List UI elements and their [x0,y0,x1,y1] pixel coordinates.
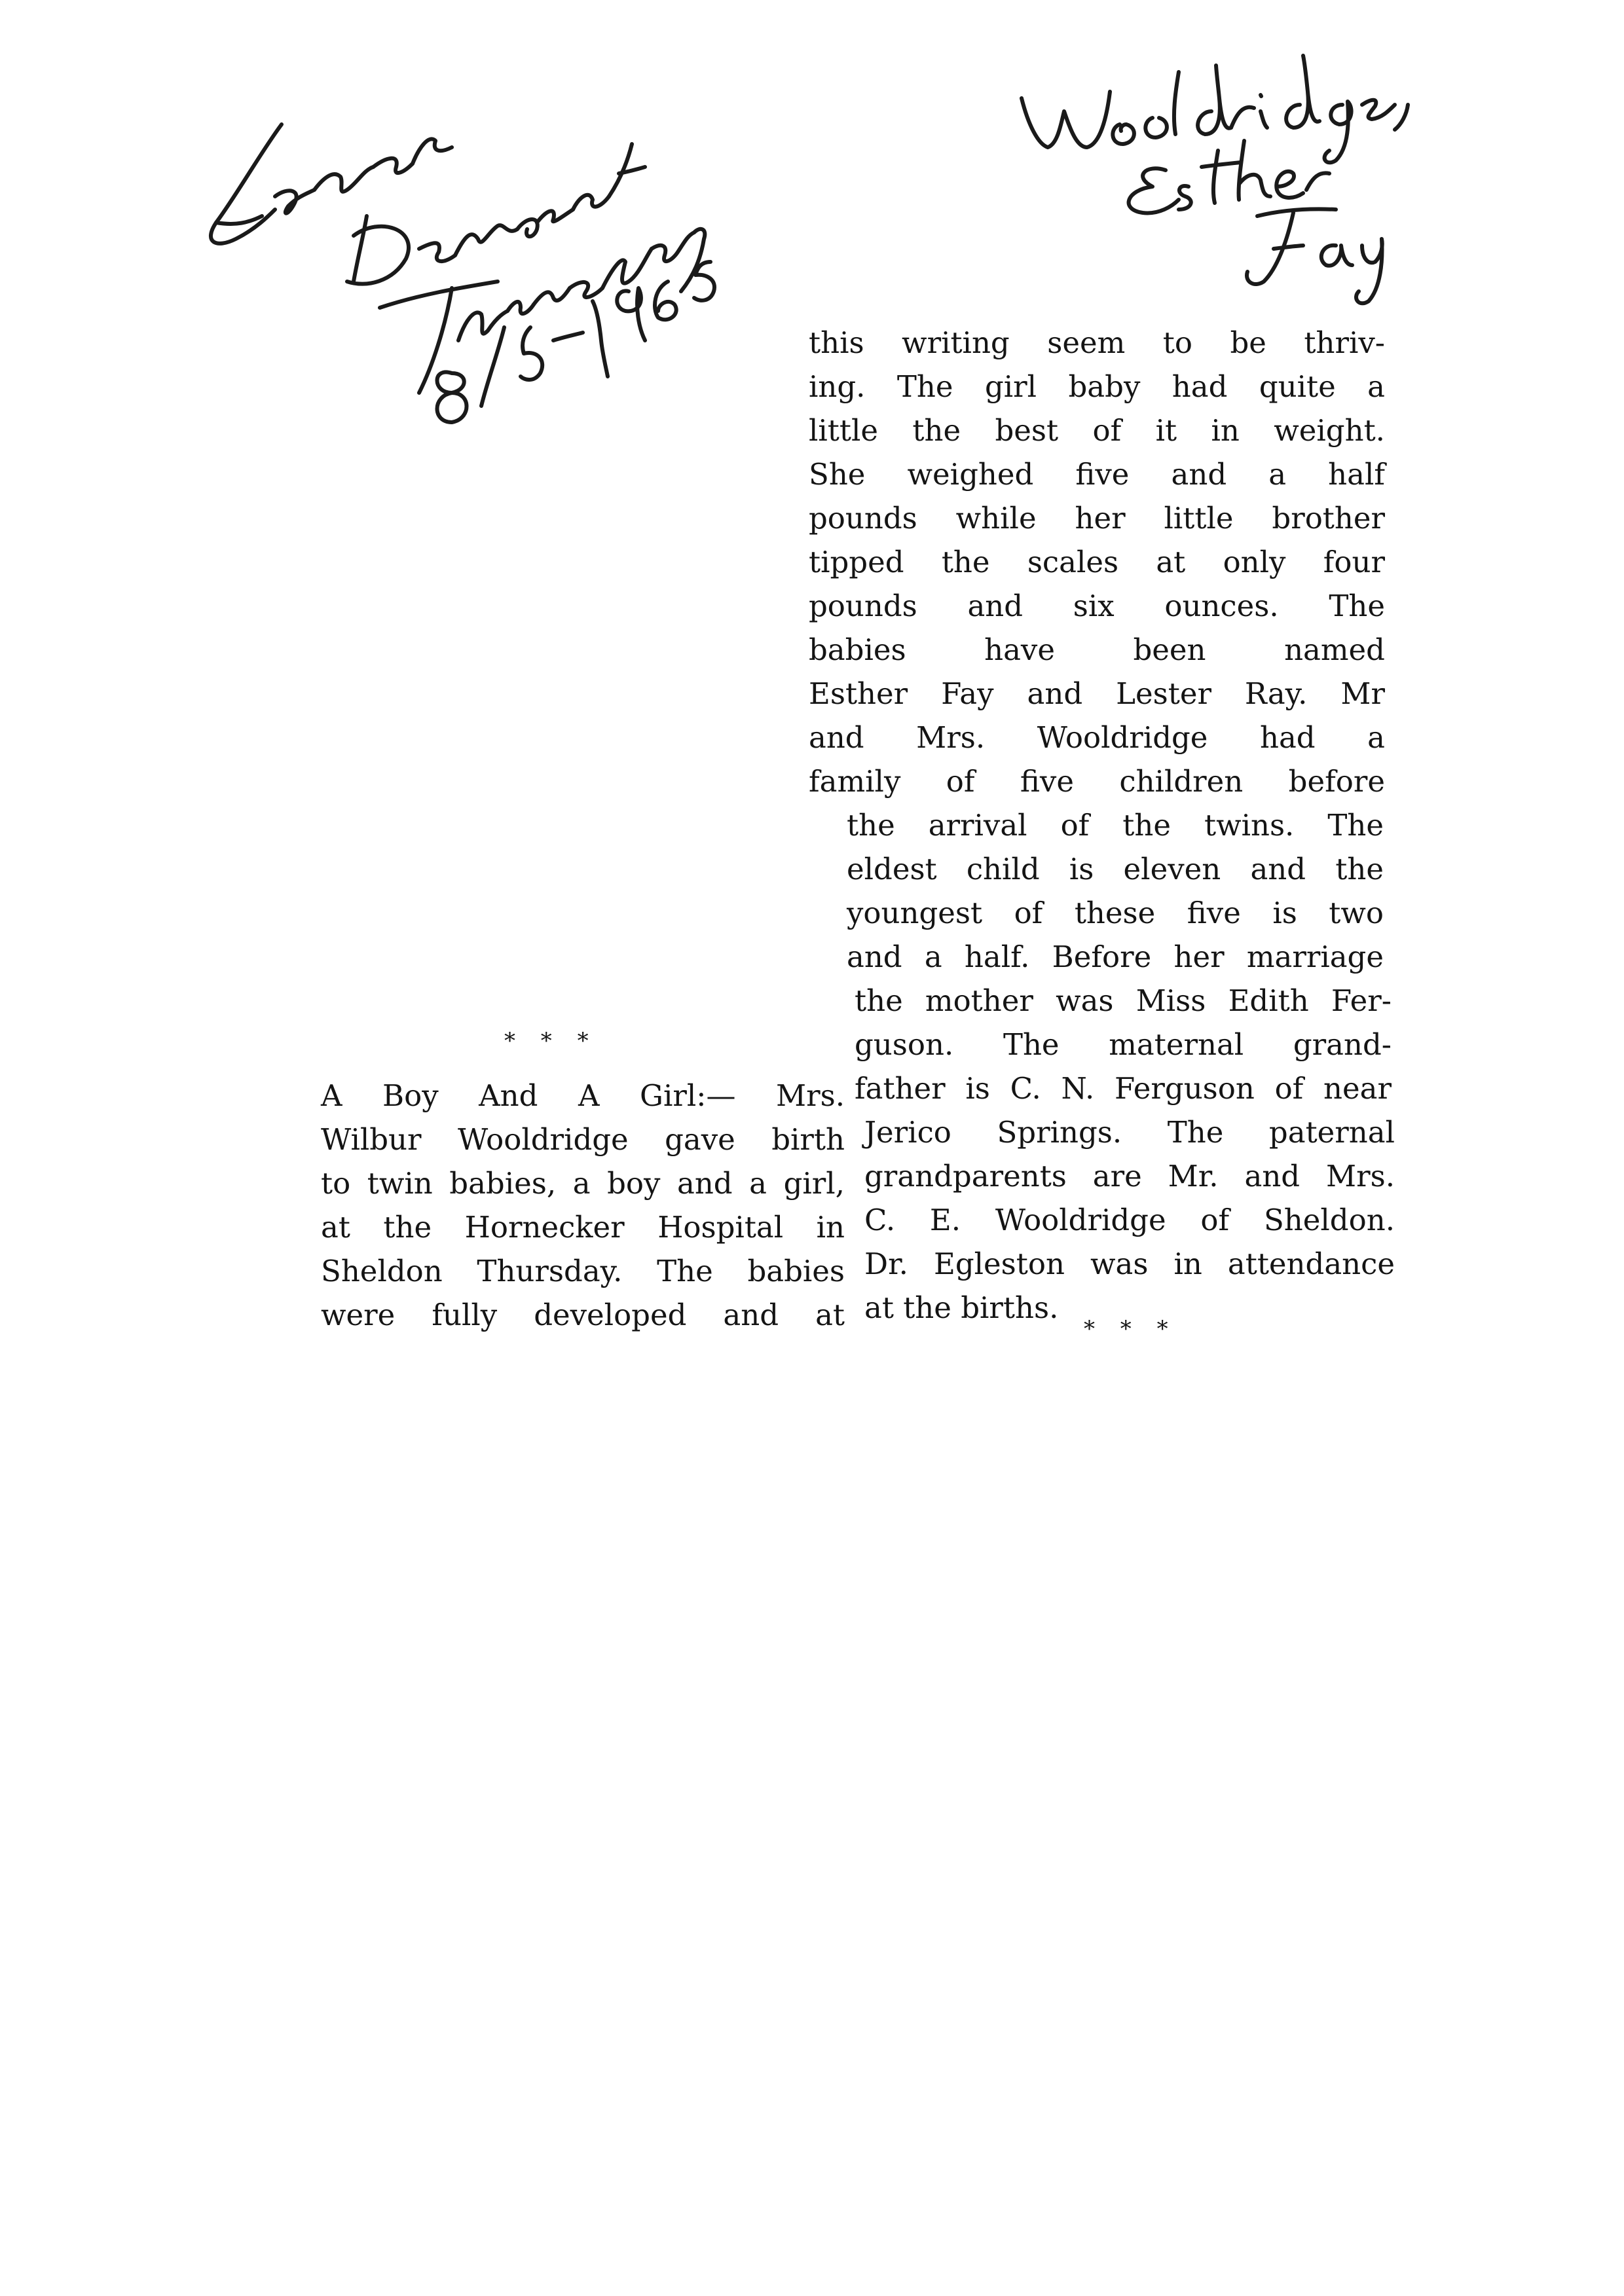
article-line: family of five children before [809,764,1385,799]
article-line: and a half. Before her marriage [847,939,1384,974]
article-right-column [809,321,1395,1330]
article-line: Wilbur Wooldridge gave birth [321,1122,845,1157]
article-left-column [321,1074,845,1337]
article-line: pounds and six ounces. The [809,589,1385,623]
article-line: tipped the scales at only four [809,545,1385,579]
article-line: to twin babies, a boy and a girl, [321,1166,845,1201]
article-line: youngest of these five is two [847,896,1384,930]
article-line: grandparents are Mr. and Mrs. [864,1159,1395,1194]
article-line: were fully developed and at [321,1298,845,1332]
article-line: guson. The maternal grand- [855,1027,1392,1062]
article-line: pounds while her little brother [809,501,1385,536]
article-line: Dr. Egleston was in attendance [864,1247,1395,1281]
article-line: Esther Fay and Lester Ray. Mr [809,676,1385,711]
article-line: ing. The girl baby had quite a [809,369,1385,404]
article-line: C. E. Wooldridge of Sheldon. [864,1203,1395,1237]
article-line: A Boy And A Girl:— Mrs. [321,1078,845,1113]
article-line: this writing seem to be thriv- [809,325,1385,360]
article-line: at the births. [864,1290,1059,1325]
separator-top: * * * [504,1028,598,1054]
left-handwriting-icon [211,124,714,422]
article-line: babies have been named [809,632,1385,667]
article-line: the arrival of the twins. The [847,808,1384,843]
article-line: and Mrs. Wooldridge had a [809,720,1385,755]
article-line: at the Hornecker Hospital in [321,1210,845,1245]
right-handwriting-icon [1022,56,1408,303]
article-line: Jerico Springs. The paternal [864,1115,1395,1150]
article-line: father is C. N. Ferguson of near [855,1071,1392,1106]
article-line: little the best of it in weight. [809,413,1385,448]
separator-bottom: * * * [1084,1316,1177,1342]
article-line: eldest child is eleven and the [847,852,1384,886]
article-line: She weighed five and a half [809,457,1385,492]
article-line: the mother was Miss Edith Fer- [855,983,1392,1018]
article-line: Sheldon Thursday. The babies [321,1254,845,1288]
